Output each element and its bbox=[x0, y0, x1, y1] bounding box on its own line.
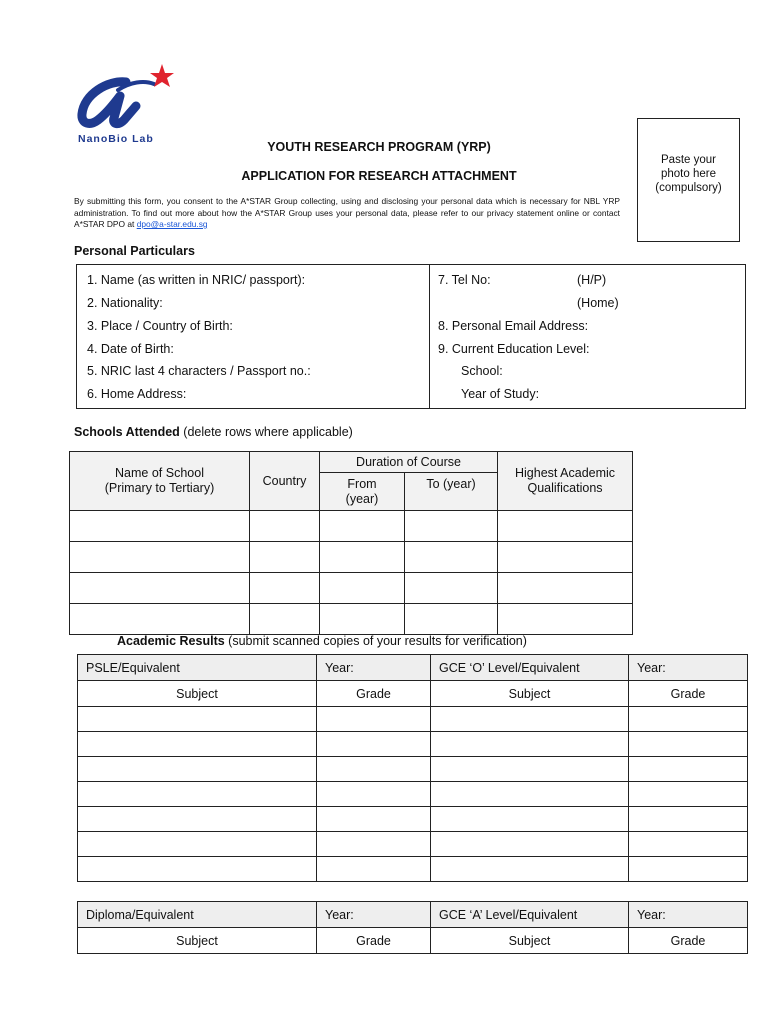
grade-header: Grade bbox=[317, 928, 431, 954]
tel-hp-label: (H/P) bbox=[577, 273, 607, 287]
nric-field[interactable]: 5. NRIC last 4 characters / Passport no.: bbox=[87, 364, 311, 378]
table-row[interactable] bbox=[78, 732, 748, 757]
grade-header: Grade bbox=[629, 928, 748, 954]
table-row[interactable] bbox=[78, 757, 748, 782]
col-qualification: Highest Academic Qualifications bbox=[498, 452, 633, 511]
column-divider bbox=[429, 265, 430, 408]
gce-a-year-field[interactable]: Year: bbox=[629, 902, 748, 928]
table-row[interactable] bbox=[70, 511, 633, 542]
photo-box[interactable] bbox=[637, 118, 740, 242]
birth-place-field[interactable]: 3. Place / Country of Birth: bbox=[87, 319, 233, 333]
results-table-diploma-a bbox=[77, 901, 748, 954]
schools-table bbox=[69, 451, 633, 635]
nationality-field[interactable]: 2. Nationality: bbox=[87, 296, 163, 310]
form-title: APPLICATION FOR RESEARCH ATTACHMENT bbox=[241, 169, 517, 183]
academic-results-heading: Academic Results (submit scanned copies of your results for verification) bbox=[117, 634, 527, 648]
psle-year-field[interactable]: Year: bbox=[317, 655, 431, 681]
subject-header: Subject bbox=[431, 681, 629, 707]
home-address-field[interactable]: 6. Home Address: bbox=[87, 387, 187, 401]
gce-a-label: GCE ‘A’ Level/Equivalent bbox=[431, 902, 629, 928]
program-title: YOUTH RESEARCH PROGRAM (YRP) bbox=[267, 140, 491, 154]
schools-heading: Schools Attended (delete rows where applicable) bbox=[74, 425, 353, 439]
year-of-study-field[interactable]: Year of Study: bbox=[461, 387, 540, 401]
table-row[interactable] bbox=[70, 573, 633, 604]
logo-a-letter bbox=[82, 82, 136, 124]
diploma-year-field[interactable]: Year: bbox=[317, 902, 431, 928]
col-to: To (year) bbox=[405, 473, 498, 511]
table-row[interactable] bbox=[78, 707, 748, 732]
subject-header: Subject bbox=[78, 928, 317, 954]
diploma-label: Diploma/Equivalent bbox=[78, 902, 317, 928]
col-country: Country bbox=[250, 452, 320, 511]
col-school-name: Name of School (Primary to Tertiary) bbox=[70, 452, 250, 511]
logo-caption: NanoBio Lab bbox=[78, 133, 154, 145]
psle-label: PSLE/Equivalent bbox=[78, 655, 317, 681]
table-row[interactable] bbox=[78, 807, 748, 832]
table-row[interactable] bbox=[70, 542, 633, 573]
gce-o-year-field[interactable]: Year: bbox=[629, 655, 748, 681]
school-field[interactable]: School: bbox=[461, 364, 503, 378]
col-duration: Duration of Course bbox=[320, 452, 498, 473]
table-row[interactable] bbox=[70, 604, 633, 635]
dob-field[interactable]: 4. Date of Birth: bbox=[87, 342, 174, 356]
table-row[interactable] bbox=[78, 782, 748, 807]
email-field[interactable]: 8. Personal Email Address: bbox=[438, 319, 589, 333]
grade-header: Grade bbox=[629, 681, 748, 707]
results-table-psle-o bbox=[77, 654, 748, 882]
personal-particulars-heading: Personal Particulars bbox=[74, 244, 195, 258]
dpo-email-link[interactable]: dpo@a-star.edu.sg bbox=[136, 219, 208, 229]
education-level-field[interactable]: 9. Current Education Level: bbox=[438, 342, 590, 356]
table-row[interactable] bbox=[78, 832, 748, 857]
subject-header: Subject bbox=[431, 928, 629, 954]
consent-notice: By submitting this form, you consent to the A*STAR Group collecting, using and disclosing your personal data which is necessary for NBL YRP administration. To find out more about how the A*STAR Group uses your personal data, please refer to our privacy statement online or contact A*STAR DPO at dpo@a-star.edu.sg bbox=[74, 196, 620, 229]
col-from: From (year) bbox=[320, 473, 405, 511]
grade-header: Grade bbox=[317, 681, 431, 707]
personal-particulars-box bbox=[76, 264, 746, 409]
photo-instruction: Paste your photo here (compulsory) bbox=[655, 154, 722, 194]
subject-header: Subject bbox=[78, 681, 317, 707]
tel-field[interactable]: 7. Tel No: bbox=[438, 273, 491, 287]
table-row[interactable] bbox=[78, 857, 748, 882]
tel-home-label: (Home) bbox=[577, 296, 619, 310]
gce-o-label: GCE ‘O’ Level/Equivalent bbox=[431, 655, 629, 681]
name-field[interactable]: 1. Name (as written in NRIC/ passport): bbox=[87, 273, 306, 287]
